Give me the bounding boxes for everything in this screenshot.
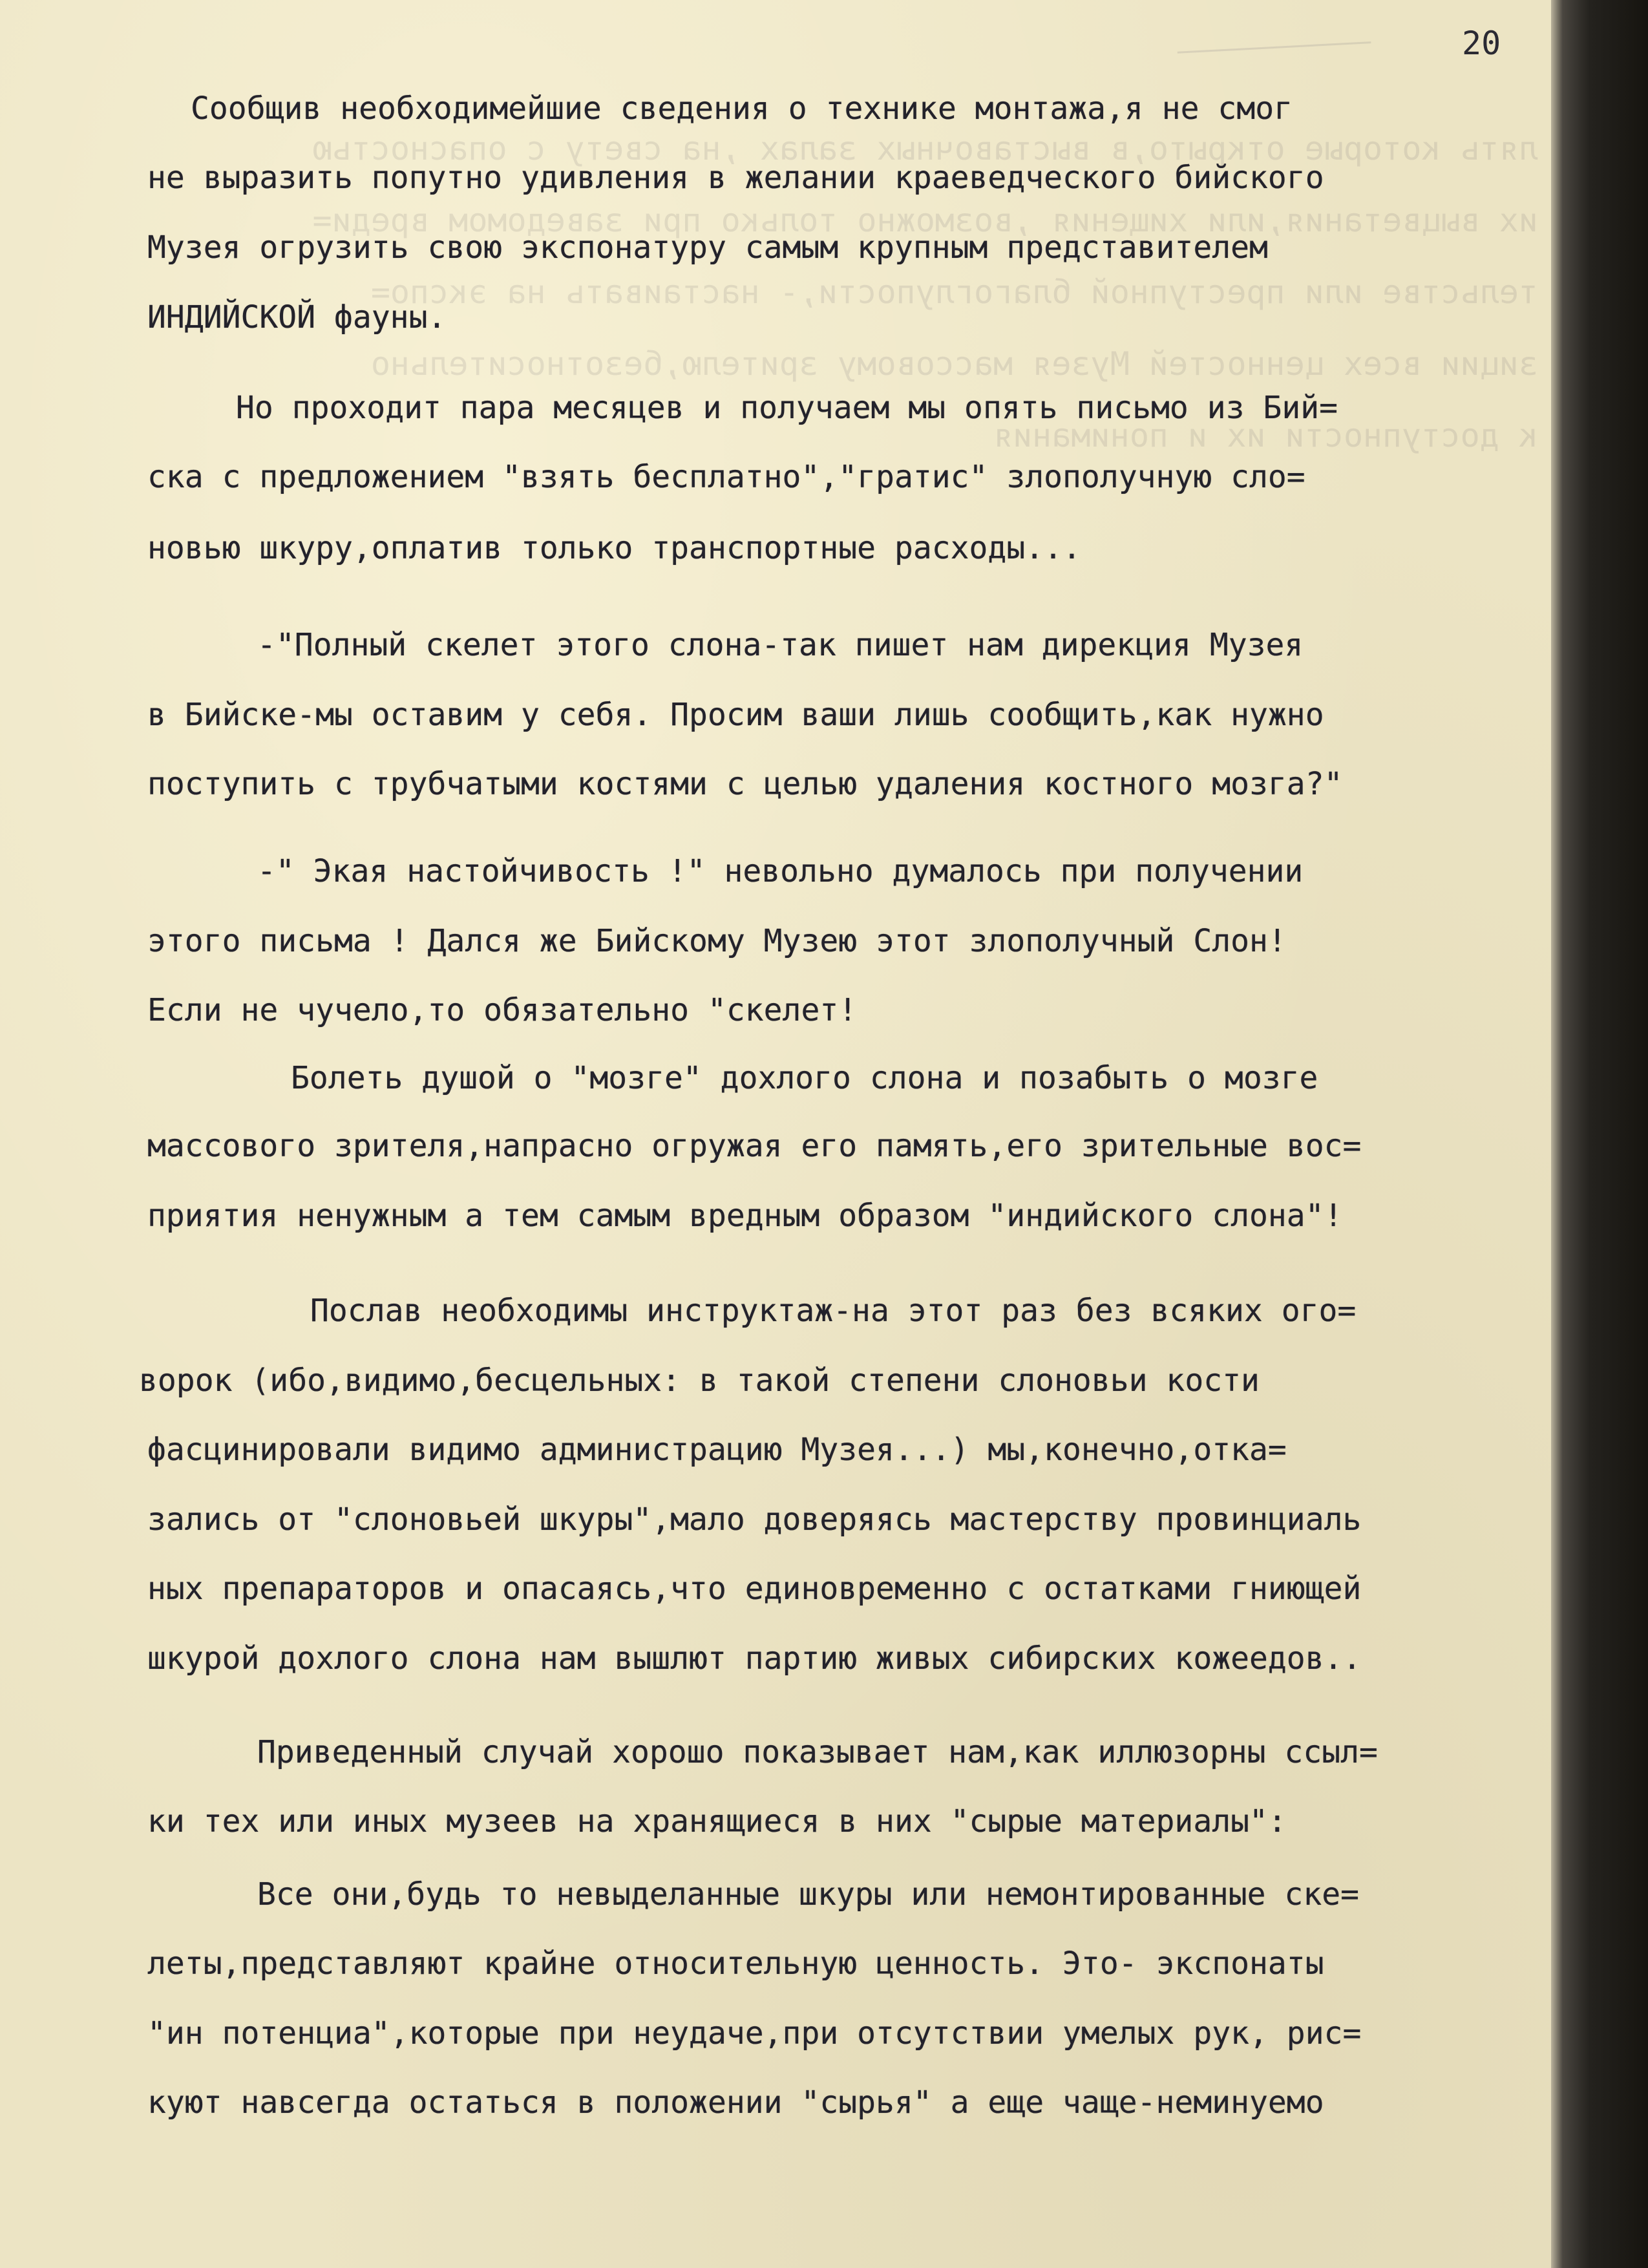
text-line: зались от "слоновьей шкуры",мало доверяясь мастерству провинциаль bbox=[147, 1501, 1362, 1538]
text-line: Приведенный случай хорошо показывает нам,как иллюзорны ссыл= bbox=[257, 1734, 1378, 1770]
bleed-through-text: лять которые открыто,в выставочных залах ,на свету с опасностью их выцветания,или хищения ,возможно только при заведомом вреди= тельстве или преступной благоглупости,- настаивать на экспо= зиции всех ценностей Музея массовому зрителю,безотносительно к доступности их и понимания bbox=[312, 130, 1538, 454]
text-line: Все они,будь то невыделанные шкуры или немонтированные ске= bbox=[257, 1876, 1360, 1913]
text-line: шкурой дохлого слона нам вышлют партию живых сибирских кожеедов.. bbox=[147, 1640, 1362, 1677]
text-line: этого письма ! Дался же Бийскому Музею этот злополучный Слон! bbox=[147, 923, 1287, 959]
text-line: ворок (ибо,видимо,бесцельных: в такой степени слоновьи кости bbox=[139, 1362, 1260, 1399]
text-line: не выразить попутно удивления в желании краеведческого бийского bbox=[147, 160, 1324, 196]
text-line: фасцинировали видимо администрацию Музея...) мы,конечно,отка= bbox=[147, 1432, 1287, 1468]
text-line: Сообщив необходимейшие сведения о технике монтажа,я не смог bbox=[191, 90, 1293, 127]
text-line: ИНДИЙСКОЙ фауны. bbox=[147, 299, 447, 335]
text-line: ных препараторов и опасаясь,что единовременно с остатками гниющей bbox=[147, 1571, 1362, 1607]
faint-stamp-mark bbox=[1176, 3, 1371, 54]
text-line: леты,представляют крайне относительную ценность. Это- экспонаты bbox=[147, 1945, 1324, 1982]
text-line: Если не чучело,то обязательно "скелет! bbox=[147, 992, 858, 1028]
text-line: ки тех или иных музеев на хранящиеся в них "сырые материалы": bbox=[147, 1803, 1287, 1839]
text-line: приятия ненужным а тем самым вредным образом "индийского слона"! bbox=[147, 1198, 1343, 1234]
text-line: "ин потенциа",которые при неудаче,при отсутствии умелых рук, рис= bbox=[147, 2015, 1362, 2051]
text-line: Болеть душой о "мозге" дохлого слона и позабыть о мозге bbox=[291, 1060, 1318, 1096]
text-line: ска с предложением "взять бесплатно","гратис" злополучную сло= bbox=[147, 459, 1305, 495]
text-line: -"Полный скелет этого слона-так пишет нам дирекция Музея bbox=[257, 627, 1304, 663]
text-line: поступить с трубчатыми костями с целью удаления костного мозга?" bbox=[147, 766, 1343, 802]
page-number: 20 bbox=[1462, 25, 1501, 62]
text-line: Но проходит пара месяцев и получаем мы опять письмо из Бий= bbox=[236, 390, 1338, 426]
text-line: Музея огрузить свою экспонатуру самым крупным представителем bbox=[147, 229, 1268, 266]
text-line: массового зрителя,напрасно огружая его память,его зрительные вос= bbox=[147, 1128, 1362, 1164]
text-line: новью шкуру,оплатив только транспортные расходы... bbox=[147, 530, 1081, 566]
scanner-background-edge bbox=[1551, 0, 1648, 2268]
text-line: Послав необходимы инструктаж-на этот раз без всяких ого= bbox=[310, 1293, 1357, 1329]
text-line: -" Экая настойчивость !" невольно думалось при получении bbox=[257, 853, 1304, 889]
text-line: куют навсегда остаться в положении "сырья" а еще чаще-неминуемо bbox=[147, 2084, 1324, 2121]
text-line: в Бийске-мы оставим у себя. Просим ваши лишь сообщить,как нужно bbox=[147, 697, 1324, 733]
